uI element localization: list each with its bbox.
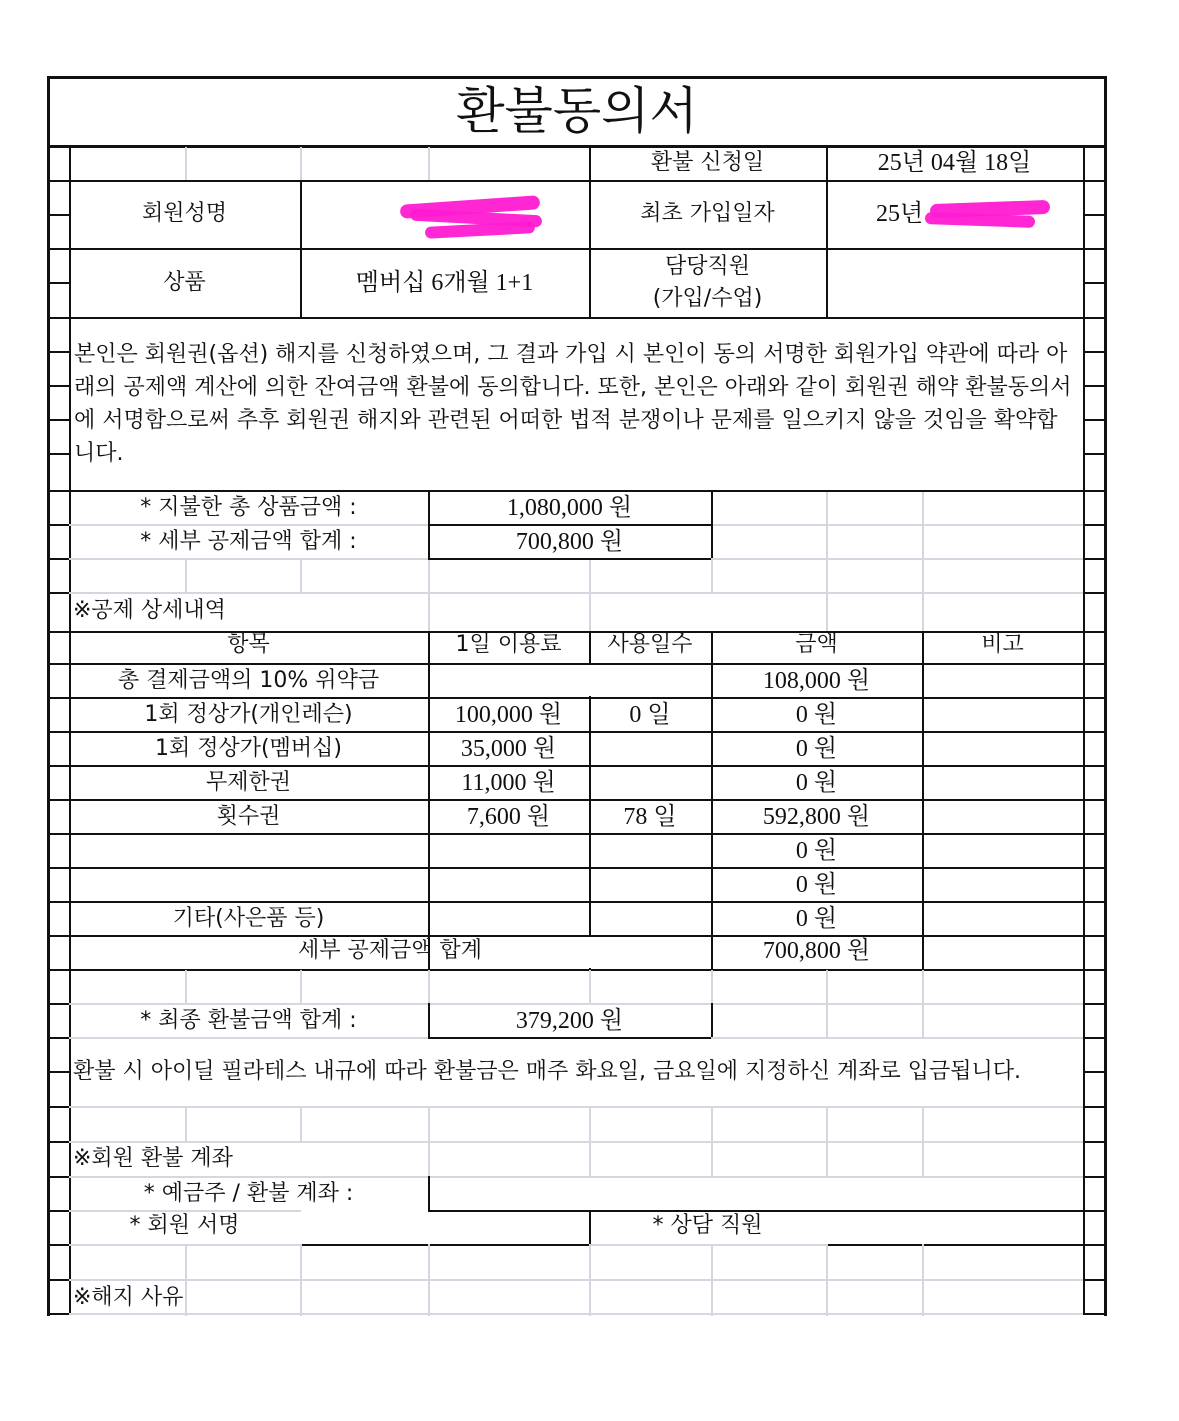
margin-tick: [49, 282, 69, 284]
margin-tick: [49, 867, 69, 869]
margin-tick: [1085, 490, 1105, 492]
margin-tick: [1085, 833, 1105, 835]
margin-tick: [49, 1210, 69, 1212]
margin-tick: [49, 490, 69, 492]
margin-tick: [1085, 1210, 1105, 1212]
row-amount: 0 원: [795, 736, 838, 762]
margin-tick: [1085, 969, 1105, 971]
margin-tick: [49, 631, 69, 633]
row-item: 총 결제금액의 10% 위약금: [117, 668, 380, 693]
margin-tick: [1085, 317, 1105, 319]
product-value: 멤버십 6개월 1+1: [355, 270, 534, 296]
margin-tick: [1085, 901, 1105, 903]
margin-tick: [1085, 1279, 1105, 1281]
margin-tick: [1085, 1106, 1105, 1108]
refund-notice: 환불 시 아이딜 필라테스 내규에 따라 환불금은 매주 화요일, 금요일에 지정하신 계좌로 입금됩니다.: [73, 1059, 1021, 1084]
row-daily-fee: 7,600 원: [466, 804, 551, 830]
staff-label-line1: 담당직원: [664, 254, 750, 279]
col-header-note: 비고: [981, 632, 1024, 657]
total-paid-label: * 지불한 총 상품금액 :: [140, 495, 357, 520]
deduction-total-value: 700,800 원: [515, 529, 624, 555]
counsel-staff-field[interactable]: [828, 1212, 1082, 1243]
row-item: 횟수권: [216, 804, 281, 829]
margin-tick: [49, 969, 69, 971]
margin-tick: [1085, 935, 1105, 937]
col-header-item: 항목: [227, 632, 270, 657]
table-row-line: [69, 867, 1083, 869]
margin-tick: [49, 180, 69, 182]
account-holder-label: * 예금주 / 환불 계좌 :: [143, 1181, 354, 1206]
margin-tick: [49, 592, 69, 594]
row-days-used: 0 일: [629, 702, 671, 728]
margin-tick: [1085, 214, 1105, 216]
margin-tick: [49, 1176, 69, 1178]
margin-tick: [1085, 419, 1105, 421]
account-holder-field[interactable]: [430, 1178, 1082, 1209]
margin-tick: [1085, 282, 1105, 284]
margin-tick: [49, 833, 69, 835]
row-item: 1회 정상가(개인레슨): [144, 702, 353, 727]
row-amount: 592,800 원: [762, 804, 871, 830]
row-daily-fee: 35,000 원: [460, 736, 557, 762]
termination-reason-title: ※해지 사유: [73, 1285, 184, 1310]
margin-tick: [1085, 631, 1105, 633]
counsel-staff-label: * 상담 직원: [652, 1213, 763, 1238]
row-daily-fee: 11,000 원: [461, 770, 556, 796]
total-paid-value: 1,080,000 원: [506, 495, 633, 521]
margin-tick: [49, 317, 69, 319]
margin-tick: [1085, 248, 1105, 250]
refund-request-date-label: 환불 신청일: [650, 150, 765, 175]
margin-tick: [1085, 1003, 1105, 1005]
margin-tick: [49, 524, 69, 526]
row-item: 기타(사은품 등): [172, 906, 325, 931]
margin-tick: [49, 1003, 69, 1005]
margin-tick: [1085, 1071, 1105, 1073]
row-days-used: 78 일: [623, 804, 677, 830]
staff-label-line2: (가입/수업): [652, 286, 763, 311]
margin-tick: [1085, 663, 1105, 665]
table-row-line: [69, 969, 1083, 971]
margin-tick: [1085, 731, 1105, 733]
margin-tick: [1085, 799, 1105, 801]
margin-tick: [49, 1106, 69, 1108]
final-refund-label: * 최종 환불금액 합계 :: [140, 1008, 357, 1033]
deduction-section-title: ※공제 상세내역: [73, 598, 226, 623]
row-item: 1회 정상가(멤버십): [155, 736, 342, 761]
margin-tick: [49, 663, 69, 665]
margin-tick: [1085, 1141, 1105, 1143]
margin-tick: [1085, 385, 1105, 387]
margin-tick: [1085, 765, 1105, 767]
margin-tick: [49, 1244, 69, 1246]
margin-tick: [49, 1279, 69, 1281]
page-title: 환불동의서: [456, 82, 698, 140]
margin-tick: [1085, 524, 1105, 526]
margin-tick: [49, 799, 69, 801]
row-amount: 0 원: [795, 770, 838, 796]
row-amount: 0 원: [795, 838, 838, 864]
margin-tick: [49, 765, 69, 767]
margin-tick: [49, 214, 69, 216]
margin-tick: [1085, 180, 1105, 182]
col-header-amount: 금액: [795, 632, 838, 657]
margin-tick: [49, 385, 69, 387]
margin-tick: [1085, 351, 1105, 353]
margin-tick: [1085, 1176, 1105, 1178]
col-header-daily-fee: 1일 이용료: [455, 632, 562, 657]
margin-tick: [1085, 867, 1105, 869]
agreement-text: 본인은 회원권(옵션) 해지를 신청하였으며, 그 결과 가입 시 본인이 동의 서명한 회원가입 약관에 따라 아래의 공제액 계산에 의한 잔여금액 환불에 동의합니다. 또한, 본인은 아래와 같이 회원권 해약 환불동의서에 서명함으로써 추후 회원권 해지와 관련된 어떠한 법적 분쟁이나 문제를 일으키지 않을 것임을 확약합니다.: [74, 342, 1072, 466]
row-amount: 0 원: [795, 872, 838, 898]
margin-tick: [1085, 1313, 1105, 1315]
first-row-merge: [430, 665, 709, 696]
margin-tick: [1085, 453, 1105, 455]
margin-tick: [1085, 697, 1105, 699]
row-amount: 0 원: [795, 702, 838, 728]
margin-tick: [49, 419, 69, 421]
margin-tick: [1085, 558, 1105, 560]
refund-request-date: 25년 04월 18일: [877, 150, 1032, 176]
margin-tick: [1085, 592, 1105, 594]
margin-tick: [49, 248, 69, 250]
margin-tick: [49, 1313, 69, 1315]
margin-tick: [1085, 1037, 1105, 1039]
product-label: 상품: [163, 270, 206, 295]
account-section-title: ※회원 환불 계좌: [73, 1146, 233, 1171]
margin-tick: [1085, 1244, 1105, 1246]
margin-tick: [49, 1037, 69, 1039]
final-refund-value: 379,200 원: [515, 1008, 624, 1034]
table-total-label: 세부 공제금액 합계: [297, 938, 482, 963]
deduction-total-label: * 세부 공제금액 합계 :: [140, 529, 357, 554]
margin-tick: [49, 351, 69, 353]
margin-tick: [49, 558, 69, 560]
member-signature-field[interactable]: [302, 1212, 588, 1243]
row-item: 무제한권: [205, 770, 291, 795]
member-name-label: 회원성명: [141, 201, 227, 226]
first-join-date-label: 최초 가입일자: [640, 201, 775, 226]
row-daily-fee: 100,000 원: [454, 702, 563, 728]
margin-tick: [49, 901, 69, 903]
row-amount: 108,000 원: [762, 668, 871, 694]
col-header-days-used: 사용일수: [607, 632, 693, 657]
margin-tick: [49, 935, 69, 937]
margin-tick: [49, 731, 69, 733]
margin-tick: [49, 453, 69, 455]
table-total-value: 700,800 원: [762, 938, 871, 964]
margin-tick: [49, 1141, 69, 1143]
row-amount: 0 원: [795, 906, 838, 932]
member-signature-label: * 회원 서명: [129, 1213, 240, 1238]
margin-tick: [49, 1071, 69, 1073]
margin-tick: [49, 697, 69, 699]
first-join-date-prefix: 25년: [876, 201, 924, 227]
